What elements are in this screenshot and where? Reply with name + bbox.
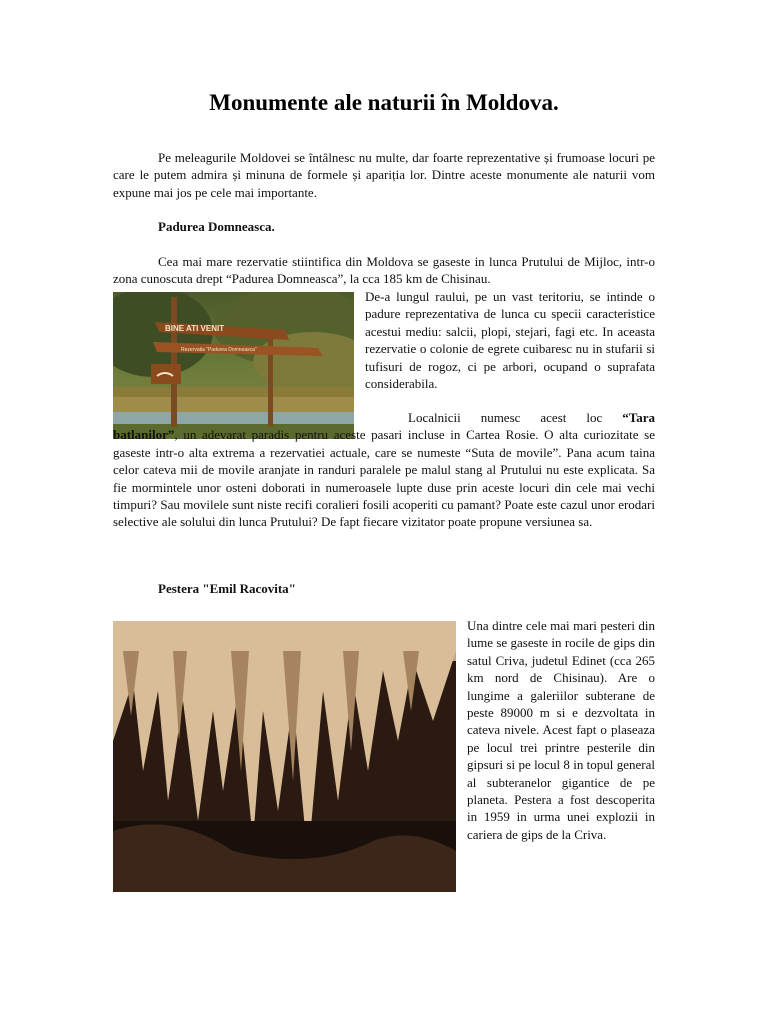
tara-batlanilor-bold: “Tara batlanilor” (113, 410, 655, 443)
padurea-beside-image-text: De-a lungul raului, pe un vast teritoriu, se intinde o padure reprezentativa de lunca cu specii caracteristice acestui mediu: salcii, plopi, stejari, fagi etc. In aceasta rezervatie o colonie de egrete cuibaresc nu in stufarii si tufisuri de rogoz, ci pe arbori, ocupand o suprafata considerabila. (365, 289, 655, 392)
sign-text-welcome: BINE ATI VENIT (165, 324, 225, 333)
intro-paragraph: Pe meleagurile Moldovei se întâlnesc nu multe, dar foarte reprezentative și frumoase locuri pe care le putem admira și minuna de formele și apariția lor. Dintre aceste monumente ale naturii vom expune mai jos pe cele mai importante. (113, 150, 655, 200)
section-heading-padurea: Padurea Domneasca. (158, 219, 275, 234)
cave-stalactites-photo (113, 621, 456, 892)
padurea-lead-paragraph: Cea mai mare rezervatie stiintifica din Moldova se gaseste in lunca Prutului de Mijloc, intr-o zona cunoscuta drept “Padurea Domneasca”, la cca 185 km de Chisinau. (113, 254, 655, 287)
sign-text-reserve: Rezervatia “Padurea Domneasca” (181, 347, 257, 353)
p2-text-after: , un adevarat paradis pentru aceste pasari incluse in Cartea Rosie. O alta curiozitate se gaseste intr-o alta extrema a rezervatiei actuale, care se numeste “Suta de movile”. Pana acum taina celor cateva mii de movile aranjate in randuri paralele pe malul stang al Prutului nu este explicata. Sa fie mormintele unor osteni doborati in numeroasele lupte duse prin aceste locuri din cele mai vechi timpuri? Sau movilele sunt niste recifi coralieri fosili acoperiti cu pamant? Poate este cazul unor erodari selective ale solului din lunca Prutului? De fapt fiecare vizitator poate propune versiunea sa. (113, 427, 655, 530)
padurea-second-paragraph (113, 409, 655, 531)
section-heading-pestera: Pestera "Emil Racovita" (158, 581, 296, 596)
document-title: Monumente ale naturii în Moldova. (209, 90, 559, 115)
pestera-text: Una dintre cele mai mari pesteri din lume se gaseste in rocile de gips din satul Criva, judetul Edinet (cca 265 km nord de Chisinau). Are o lungime a galeriilor subterane de peste 89000 m si e dezvoltata in cateva nivele. Acest fapt o plaseaza pe locul trei printre pesterile din gipsuri si pe locul 8 in topul general al subteranelor gigantice de pe planeta. Pestera a fost descoperita in 1959 in urma unei explozii in cariera de gips de la Criva. (467, 618, 655, 842)
p2-text-before: Localnicii numesc acest loc (408, 410, 623, 425)
